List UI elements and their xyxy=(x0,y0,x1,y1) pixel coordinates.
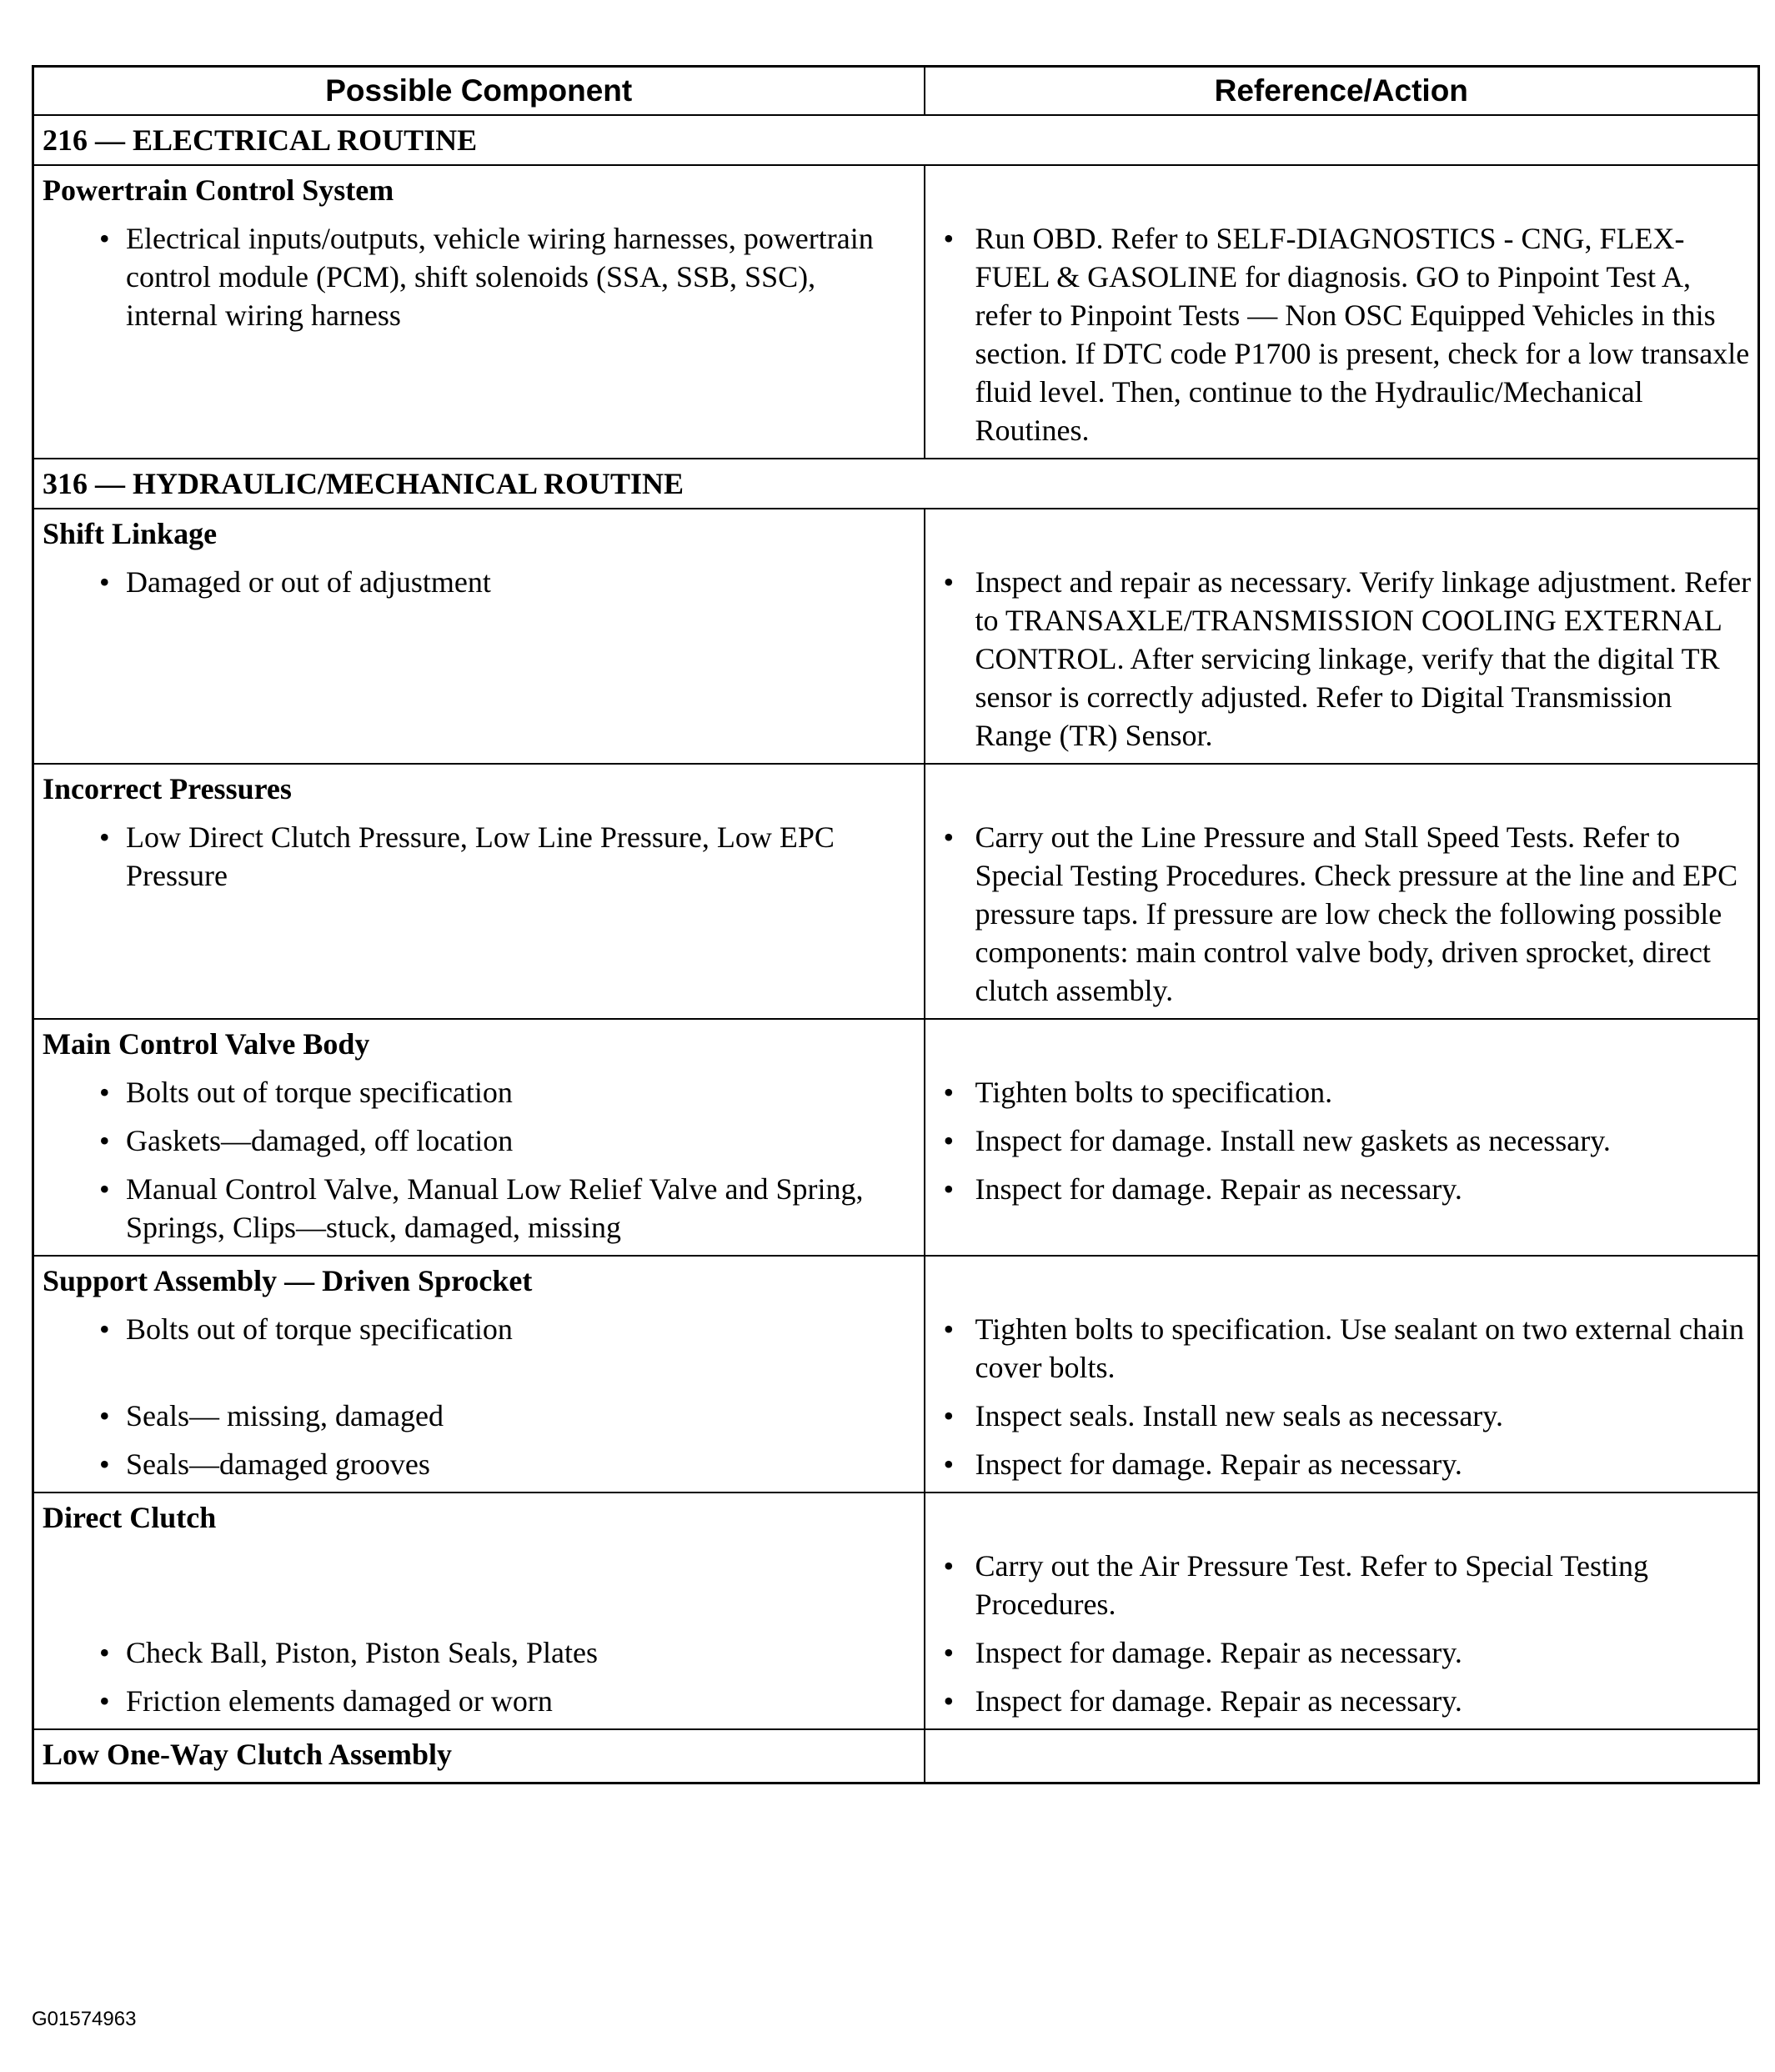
section-row xyxy=(33,459,1759,509)
reference-item: • Inspect and repair as necessary. Verify linkage adjustment. Refer to TRANSAXLE/TRANSMISSION COOLING EXTERNAL CONTROL. After servicing linkage, verify that the digital TR sensor is correctly adjusted. Refer to Digital Transmission Range (TR) Sensor. xyxy=(925,563,1758,755)
name-spacer xyxy=(925,1493,1758,1537)
reference-item: • Inspect for damage. Install new gaskets as necessary. xyxy=(925,1121,1758,1160)
component-item: • Gaskets—damaged, off location xyxy=(34,1121,924,1160)
reference-cell xyxy=(925,1493,1759,1729)
component-row xyxy=(33,1019,1759,1256)
reference-cell xyxy=(925,1729,1759,1784)
reference-item-wrap xyxy=(925,1445,1758,1483)
component-cell xyxy=(33,509,925,764)
reference-item-wrap xyxy=(925,1121,1758,1160)
component-cell xyxy=(33,1729,925,1784)
component-item: • Bolts out of torque specification xyxy=(34,1310,924,1348)
name-spacer xyxy=(925,509,1758,553)
component-item-wrap xyxy=(34,1547,924,1623)
reference-item-wrap xyxy=(925,563,1758,755)
reference-item: • Carry out the Line Pressure and Stall Speed Tests. Refer to Special Testing Procedures. Check pressure at the line and EPC pressure taps. If pressure are low check the following possible components: main control valve body, driven sprocket, direct clutch assembly. xyxy=(925,818,1758,1010)
reference-item: • Inspect seals. Install new seals as necessary. xyxy=(925,1397,1758,1435)
reference-cell xyxy=(925,165,1759,459)
component-item: • Damaged or out of adjustment xyxy=(34,563,924,601)
component-row xyxy=(33,1493,1759,1729)
name-spacer xyxy=(925,166,1758,209)
section-title: 316 — HYDRAULIC/MECHANICAL ROUTINE xyxy=(33,459,1759,509)
component-row xyxy=(33,1256,1759,1493)
component-cell xyxy=(33,1256,925,1493)
figure-id: G01574963 xyxy=(32,2008,137,2030)
component-item: • Low Direct Clutch Pressure, Low Line Pressure, Low EPC Pressure xyxy=(34,818,924,895)
component-name: Incorrect Pressures xyxy=(43,772,292,805)
component-row xyxy=(33,165,1759,459)
component-item-wrap xyxy=(34,563,924,755)
component-item: • Electrical inputs/outputs, vehicle wiring harnesses, powertrain control module (PCM), shift solenoids (SSA, SSB, SSC), internal wiring harness xyxy=(34,219,924,334)
section-title: 216 — ELECTRICAL ROUTINE xyxy=(33,115,1759,165)
component-name: Powertrain Control System xyxy=(43,173,394,207)
component-name: Low One-Way Clutch Assembly xyxy=(43,1738,453,1771)
component-name: Main Control Valve Body xyxy=(43,1027,370,1061)
component-item-wrap xyxy=(34,1633,924,1672)
component-name: Shift Linkage xyxy=(43,517,218,550)
component-item-wrap xyxy=(34,1170,924,1247)
reference-item: • Tighten bolts to specification. xyxy=(925,1073,1758,1111)
reference-item-wrap xyxy=(925,1397,1758,1435)
section-row xyxy=(33,115,1759,165)
header-component: Possible Component xyxy=(33,67,925,116)
component-item: • Bolts out of torque specification xyxy=(34,1073,924,1111)
component-name: Support Assembly — Driven Sprocket xyxy=(43,1264,533,1297)
component-item-wrap xyxy=(34,1682,924,1720)
reference-cell xyxy=(925,764,1759,1019)
reference-item-wrap xyxy=(925,1633,1758,1672)
component-name: Direct Clutch xyxy=(43,1501,217,1534)
reference-item-wrap xyxy=(925,1073,1758,1111)
component-row xyxy=(33,1729,1759,1784)
component-item-wrap xyxy=(34,1445,924,1483)
component-item-wrap xyxy=(34,1073,924,1111)
reference-item: • Tighten bolts to specification. Use sealant on two external chain cover bolts. xyxy=(925,1310,1758,1387)
component-item-wrap xyxy=(34,1397,924,1435)
name-spacer xyxy=(925,765,1758,808)
component-cell xyxy=(33,764,925,1019)
reference-cell xyxy=(925,1019,1759,1256)
component-item: • Friction elements damaged or worn xyxy=(34,1682,924,1720)
reference-item: • Inspect for damage. Repair as necessary. xyxy=(925,1445,1758,1483)
name-spacer xyxy=(925,1020,1758,1063)
reference-item: • Run OBD. Refer to SELF-DIAGNOSTICS - CNG, FLEX-FUEL & GASOLINE for diagnosis. GO to Pinpoint Test A, refer to Pinpoint Tests — Non OSC Equipped Vehicles in this section. If DTC code P1700 is present, check for a low transaxle fluid level. Then, continue to the Hydraulic/Mechanical Routines. xyxy=(925,219,1758,449)
reference-item-wrap xyxy=(925,1310,1758,1387)
header-row xyxy=(33,67,1759,116)
component-item-wrap xyxy=(34,1310,924,1387)
reference-item-wrap xyxy=(925,1547,1758,1623)
component-item: • Manual Control Valve, Manual Low Relief Valve and Spring, Springs, Clips—stuck, damaged, missing xyxy=(34,1170,924,1247)
name-spacer xyxy=(925,1257,1758,1300)
component-item-wrap xyxy=(34,818,924,1010)
reference-item: • Inspect for damage. Repair as necessary. xyxy=(925,1633,1758,1672)
component-row xyxy=(33,764,1759,1019)
reference-item: • Inspect for damage. Repair as necessary. xyxy=(925,1682,1758,1720)
component-item-wrap xyxy=(34,219,924,449)
reference-item: • Carry out the Air Pressure Test. Refer to Special Testing Procedures. xyxy=(925,1547,1758,1623)
component-item: • Seals—damaged grooves xyxy=(34,1445,924,1483)
component-row xyxy=(33,509,1759,764)
reference-item-wrap xyxy=(925,1682,1758,1720)
component-cell xyxy=(33,1493,925,1729)
header-action: Reference/Action xyxy=(925,67,1759,116)
component-item: • Seals— missing, damaged xyxy=(34,1397,924,1435)
reference-item-wrap xyxy=(925,219,1758,449)
component-item-wrap xyxy=(34,1121,924,1160)
reference-cell xyxy=(925,509,1759,764)
table-body xyxy=(33,115,1759,1784)
reference-item-wrap xyxy=(925,1170,1758,1247)
reference-item: • Inspect for damage. Repair as necessary. xyxy=(925,1170,1758,1208)
component-cell xyxy=(33,165,925,459)
component-cell xyxy=(33,1019,925,1256)
component-item: • Check Ball, Piston, Piston Seals, Plates xyxy=(34,1633,924,1672)
diagnostic-table xyxy=(32,65,1760,1784)
name-spacer xyxy=(925,1730,1758,1773)
reference-cell xyxy=(925,1256,1759,1493)
reference-item-wrap xyxy=(925,818,1758,1010)
